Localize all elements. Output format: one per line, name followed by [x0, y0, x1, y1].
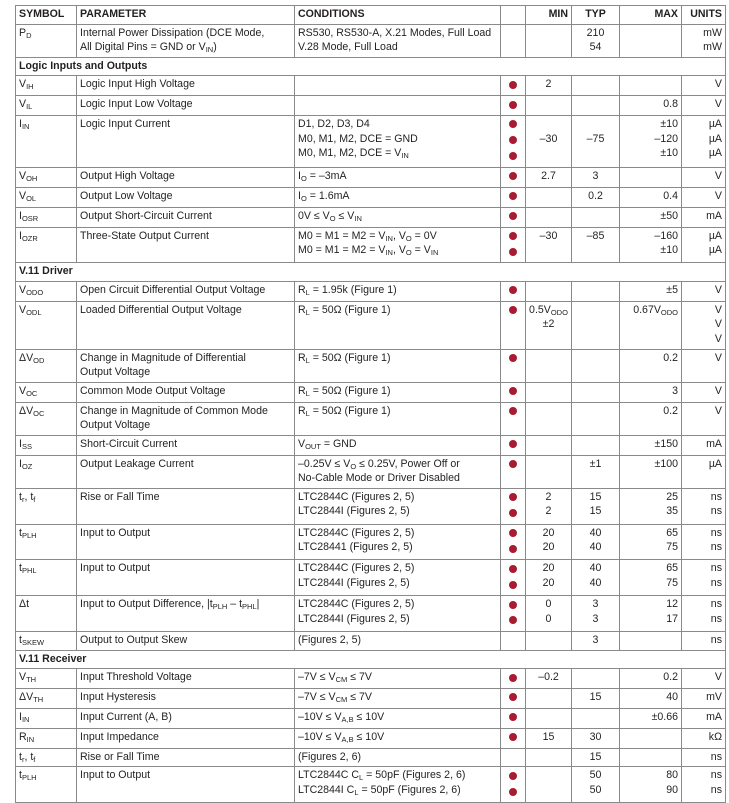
conditions-cell	[295, 76, 501, 96]
symbol-cell: $I_{OZ}$	[16, 455, 77, 488]
bullet-icon	[509, 713, 517, 721]
parameter-cell: Input to Output	[77, 524, 295, 560]
table-row-iin	[16, 116, 726, 168]
dot-cell	[501, 116, 526, 168]
typ-cell: 15 15	[572, 488, 620, 524]
max-cell: ±50	[620, 207, 682, 227]
parameter-cell: Logic Input Current	[77, 116, 295, 168]
dot-cell	[501, 488, 526, 524]
dot-cell	[501, 596, 526, 632]
symbol-cell: $t_{PLH}$	[16, 524, 77, 560]
max-cell: ±0.66	[620, 708, 682, 728]
typ-cell	[572, 382, 620, 402]
dot-cell	[501, 748, 526, 767]
units-cell: µA µA	[682, 227, 726, 263]
max-cell: ±150	[620, 435, 682, 455]
max-cell: 0.8	[620, 96, 682, 116]
max-cell: ±5	[620, 281, 682, 301]
dot-cell	[501, 76, 526, 96]
conditions-cell: LTC2844C $C_L = 50pF$ (Figures 2, 6) LTC2844I $C_L = 50pF$ (Figures 2, 6)	[295, 767, 501, 803]
typ-cell	[572, 669, 620, 689]
symbol-cell: $R_{IN}$	[16, 728, 77, 748]
max-cell: 65 75	[620, 524, 682, 560]
header-dot-column	[501, 6, 526, 25]
max-cell: ±100	[620, 455, 682, 488]
parameter-cell: Input Impedance	[77, 728, 295, 748]
units-cell: mA	[682, 207, 726, 227]
symbol-cell: $V_{IH}$	[16, 76, 77, 96]
dot-cell	[501, 524, 526, 560]
table-row-voc	[16, 382, 726, 402]
units-cell: ns ns	[682, 596, 726, 632]
typ-cell: 40 40	[572, 524, 620, 560]
table-row-dvod	[16, 349, 726, 382]
parameter-cell: Open Circuit Differential Output Voltage	[77, 281, 295, 301]
section-title: Logic Inputs and Outputs	[16, 57, 726, 76]
bullet-icon	[509, 693, 517, 701]
symbol-cell: $t_r$, $t_f$	[16, 488, 77, 524]
conditions-cell: (Figures 2, 5)	[295, 632, 501, 651]
units-cell: V	[682, 187, 726, 207]
conditions-cell: $-7V \le V_{CM} \le 7V$	[295, 669, 501, 689]
bullet-icon	[509, 493, 517, 501]
min-cell: 20 20	[526, 560, 572, 596]
min-cell: –0.2	[526, 669, 572, 689]
section-row-v11-receiver	[16, 650, 726, 669]
min-cell: –30	[526, 227, 572, 263]
parameter-cell: Input Current (A, B)	[77, 708, 295, 728]
electrical-characteristics-table	[15, 5, 726, 803]
table-row-rin	[16, 728, 726, 748]
symbol-cell: $t_{PLH}$	[16, 767, 77, 803]
min-cell	[526, 632, 572, 651]
typ-cell: 3	[572, 632, 620, 651]
symbol-cell: $P_D$	[16, 24, 77, 57]
min-cell	[526, 455, 572, 488]
dot-cell	[501, 728, 526, 748]
parameter-cell: Loaded Differential Output Voltage	[77, 301, 295, 349]
bullet-icon	[509, 407, 517, 415]
bullet-icon	[509, 286, 517, 294]
min-cell	[526, 382, 572, 402]
parameter-cell: Logic Input High Voltage	[77, 76, 295, 96]
parameter-cell: Output Leakage Current	[77, 455, 295, 488]
max-cell	[620, 24, 682, 57]
conditions-cell: LTC2844C (Figures 2, 5) LTC2844I (Figures 2, 5)	[295, 596, 501, 632]
symbol-cell: $t_{SKEW}$	[16, 632, 77, 651]
table-row-tphl-driver	[16, 560, 726, 596]
max-cell: 0.4	[620, 187, 682, 207]
conditions-cell: (Figures 2, 6)	[295, 748, 501, 767]
max-cell: 65 75	[620, 560, 682, 596]
parameter-cell: Change in Magnitude of Common Mode Output Voltage	[77, 402, 295, 435]
symbol-cell: $V_{TH}$	[16, 669, 77, 689]
table-row-tplh-driver	[16, 524, 726, 560]
bullet-icon	[509, 674, 517, 682]
table-row-vth	[16, 669, 726, 689]
bullet-icon	[509, 306, 517, 314]
typ-cell: 210 54	[572, 24, 620, 57]
units-cell: ns ns	[682, 524, 726, 560]
max-cell	[620, 728, 682, 748]
max-cell: ±10 –120 ±10	[620, 116, 682, 168]
bullet-icon	[509, 101, 517, 109]
bullet-icon	[509, 529, 517, 537]
conditions-cell: $-10V \le V_{A,B} \le 10V$	[295, 728, 501, 748]
min-cell: 0 0	[526, 596, 572, 632]
table-row-iosr	[16, 207, 726, 227]
table-row-trtf-driver	[16, 488, 726, 524]
parameter-cell: Input Hysteresis	[77, 689, 295, 709]
typ-cell	[572, 301, 620, 349]
conditions-cell	[295, 96, 501, 116]
units-cell: V	[682, 402, 726, 435]
parameter-cell: Internal Power Dissipation (DCE Mode, All Digital Pins = GND or $V_{IN}$)	[77, 24, 295, 57]
bullet-icon	[509, 772, 517, 780]
bullet-icon	[509, 354, 517, 362]
parameter-cell: Rise or Fall Time	[77, 488, 295, 524]
symbol-cell: $V_{OC}$	[16, 382, 77, 402]
units-cell: V	[682, 281, 726, 301]
max-cell: 0.2	[620, 349, 682, 382]
max-cell: 3	[620, 382, 682, 402]
max-cell: –160 ±10	[620, 227, 682, 263]
conditions-cell: $R_L = 1.95k$ (Figure 1)	[295, 281, 501, 301]
max-cell: 25 35	[620, 488, 682, 524]
section-row-v11-driver	[16, 263, 726, 282]
dot-cell	[501, 301, 526, 349]
min-cell	[526, 767, 572, 803]
table-row-vil	[16, 96, 726, 116]
dot-cell	[501, 24, 526, 57]
bullet-icon	[509, 601, 517, 609]
symbol-cell: $I_{OSR}$	[16, 207, 77, 227]
table-row-dvoc	[16, 402, 726, 435]
bullet-icon	[509, 387, 517, 395]
units-cell: V	[682, 167, 726, 187]
header-symbol: SYMBOL	[16, 6, 77, 25]
dot-cell	[501, 402, 526, 435]
min-cell: 15	[526, 728, 572, 748]
conditions-cell: $-0.25V \le V_O \le 0.25V$, Power Off or No-Cable Mode or Driver Disabled	[295, 455, 501, 488]
units-cell: ns ns	[682, 560, 726, 596]
dot-cell	[501, 96, 526, 116]
dot-cell	[501, 382, 526, 402]
parameter-cell: Input to Output Difference, $|t_{PLH} - t_{PHL}|$	[77, 596, 295, 632]
dot-cell	[501, 167, 526, 187]
units-cell: mV	[682, 689, 726, 709]
bullet-icon	[509, 616, 517, 624]
min-cell	[526, 24, 572, 57]
bullet-icon	[509, 81, 517, 89]
symbol-cell: $V_{OL}$	[16, 187, 77, 207]
table-row-tplh-receiver	[16, 767, 726, 803]
max-cell	[620, 76, 682, 96]
min-cell: $0.5V_{ODO}$ ±2	[526, 301, 572, 349]
parameter-cell: Output High Voltage	[77, 167, 295, 187]
parameter-cell: Output Short-Circuit Current	[77, 207, 295, 227]
dot-cell	[501, 689, 526, 709]
bullet-icon	[509, 509, 517, 517]
typ-cell: ±1	[572, 455, 620, 488]
max-cell: 0.2	[620, 669, 682, 689]
typ-cell: 0.2	[572, 187, 620, 207]
conditions-cell: $-10V \le V_{A,B} \le 10V$	[295, 708, 501, 728]
min-cell: –30	[526, 116, 572, 168]
typ-cell: 3	[572, 167, 620, 187]
bullet-icon	[509, 733, 517, 741]
bullet-icon	[509, 212, 517, 220]
units-cell: mA	[682, 708, 726, 728]
units-cell: ns	[682, 748, 726, 767]
bullet-icon	[509, 136, 517, 144]
conditions-cell: D1, D2, D3, D4 M0, M1, M2, DCE = GND M0, M1, M2, DCE = $V_{IN}$	[295, 116, 501, 168]
dot-cell	[501, 669, 526, 689]
parameter-cell: Rise or Fall Time	[77, 748, 295, 767]
symbol-cell: $V_{ODO}$	[16, 281, 77, 301]
dot-cell	[501, 435, 526, 455]
typ-cell: 3 3	[572, 596, 620, 632]
units-cell: kΩ	[682, 728, 726, 748]
parameter-cell: Logic Input Low Voltage	[77, 96, 295, 116]
min-cell	[526, 281, 572, 301]
typ-cell	[572, 435, 620, 455]
typ-cell: 40 40	[572, 560, 620, 596]
table-row-iin-receiver	[16, 708, 726, 728]
parameter-cell: Output Low Voltage	[77, 187, 295, 207]
table-row-tskew	[16, 632, 726, 651]
min-cell: 20 20	[526, 524, 572, 560]
conditions-cell: $R_L = 50\Omega$ (Figure 1)	[295, 402, 501, 435]
header-units: UNITS	[682, 6, 726, 25]
bullet-icon	[509, 545, 517, 553]
conditions-cell: $-7V \le V_{CM} \le 7V$	[295, 689, 501, 709]
bullet-icon	[509, 788, 517, 796]
typ-cell	[572, 207, 620, 227]
symbol-cell: $\Delta V_{OD}$	[16, 349, 77, 382]
table-row-trtf-receiver	[16, 748, 726, 767]
table-row-vih	[16, 76, 726, 96]
table-row-ioz	[16, 455, 726, 488]
conditions-cell: LTC2844C (Figures 2, 5) LTC28441 (Figures 2, 5)	[295, 524, 501, 560]
symbol-cell: $I_{SS}$	[16, 435, 77, 455]
min-cell	[526, 96, 572, 116]
dot-cell	[501, 455, 526, 488]
units-cell: ns ns	[682, 488, 726, 524]
bullet-icon	[509, 565, 517, 573]
header-min: MIN	[526, 6, 572, 25]
min-cell	[526, 349, 572, 382]
table-row-vodl	[16, 301, 726, 349]
dot-cell	[501, 187, 526, 207]
min-cell: 2	[526, 76, 572, 96]
max-cell: 40	[620, 689, 682, 709]
bullet-icon	[509, 581, 517, 589]
bullet-icon	[509, 232, 517, 240]
typ-cell: 50 50	[572, 767, 620, 803]
units-cell: V	[682, 669, 726, 689]
max-cell	[620, 167, 682, 187]
symbol-cell: $\Delta V_{TH}$	[16, 689, 77, 709]
header-typ: TYP	[572, 6, 620, 25]
max-cell: 12 17	[620, 596, 682, 632]
symbol-cell: $I_{IN}$	[16, 116, 77, 168]
min-cell	[526, 402, 572, 435]
symbol-cell: $\Delta V_{OC}$	[16, 402, 77, 435]
min-cell	[526, 748, 572, 767]
conditions-cell: $I_O = -3mA$	[295, 167, 501, 187]
parameter-cell: Input Threshold Voltage	[77, 669, 295, 689]
units-cell: V	[682, 382, 726, 402]
typ-cell: –75	[572, 116, 620, 168]
symbol-cell: $I_{OZR}$	[16, 227, 77, 263]
table-row-iss	[16, 435, 726, 455]
conditions-cell: $V_{OUT}$ = GND	[295, 435, 501, 455]
typ-cell: 15	[572, 689, 620, 709]
max-cell: $0.67V_{ODO}$	[620, 301, 682, 349]
max-cell	[620, 748, 682, 767]
typ-cell: 30	[572, 728, 620, 748]
units-cell: V	[682, 349, 726, 382]
conditions-cell: LTC2844C (Figures 2, 5) LTC2844I (Figures 2, 5)	[295, 488, 501, 524]
min-cell	[526, 187, 572, 207]
section-title: V.11 Driver	[16, 263, 726, 282]
bullet-icon	[509, 192, 517, 200]
min-cell	[526, 708, 572, 728]
header-max: MAX	[620, 6, 682, 25]
conditions-cell: LTC2844C (Figures 2, 5) LTC2844I (Figures 2, 5)	[295, 560, 501, 596]
parameter-cell: Three-State Output Current	[77, 227, 295, 263]
parameter-cell: Change in Magnitude of Differential Output Voltage	[77, 349, 295, 382]
section-title: V.11 Receiver	[16, 650, 726, 669]
dot-cell	[501, 767, 526, 803]
typ-cell	[572, 76, 620, 96]
parameter-cell: Short-Circuit Current	[77, 435, 295, 455]
min-cell	[526, 689, 572, 709]
typ-cell	[572, 708, 620, 728]
symbol-cell: $V_{OH}$	[16, 167, 77, 187]
parameter-cell: Input to Output	[77, 767, 295, 803]
parameter-cell: Output to Output Skew	[77, 632, 295, 651]
typ-cell	[572, 402, 620, 435]
min-cell: 2.7	[526, 167, 572, 187]
bullet-icon	[509, 248, 517, 256]
units-cell: mA	[682, 435, 726, 455]
table-row-vodo	[16, 281, 726, 301]
max-cell: 80 90	[620, 767, 682, 803]
symbol-cell: $t_{PHL}$	[16, 560, 77, 596]
units-cell: V	[682, 76, 726, 96]
min-cell	[526, 207, 572, 227]
bullet-icon	[509, 460, 517, 468]
bullet-icon	[509, 172, 517, 180]
symbol-cell: $t_r$, $t_f$	[16, 748, 77, 767]
header-conditions: CONDITIONS	[295, 6, 501, 25]
dot-cell	[501, 560, 526, 596]
parameter-cell: Common Mode Output Voltage	[77, 382, 295, 402]
typ-cell	[572, 281, 620, 301]
conditions-cell: $0V \le V_O \le V_{IN}$	[295, 207, 501, 227]
dot-cell	[501, 708, 526, 728]
conditions-cell: $I_O = 1.6mA$	[295, 187, 501, 207]
conditions-cell: $R_L = 50\Omega$ (Figure 1)	[295, 301, 501, 349]
typ-cell: 15	[572, 748, 620, 767]
conditions-cell: $R_L = 50\Omega$ (Figure 1)	[295, 349, 501, 382]
max-cell: 0.2	[620, 402, 682, 435]
table-row-iozr	[16, 227, 726, 263]
conditions-cell: $R_L = 50\Omega$ (Figure 1)	[295, 382, 501, 402]
bullet-icon	[509, 120, 517, 128]
typ-cell	[572, 96, 620, 116]
dot-cell	[501, 349, 526, 382]
dot-cell	[501, 281, 526, 301]
table-row-vol	[16, 187, 726, 207]
dot-cell	[501, 632, 526, 651]
units-cell: mW mW	[682, 24, 726, 57]
dot-cell	[501, 227, 526, 263]
header-row	[16, 6, 726, 25]
units-cell: ns	[682, 632, 726, 651]
table-row-voh	[16, 167, 726, 187]
units-cell: ns ns	[682, 767, 726, 803]
section-row-logic	[16, 57, 726, 76]
conditions-cell: $M0 = M1 = M2 = V_{IN}$, $V_O = 0V$ $M0 = M1 = M2 = V_{IN}$, $V_O = V_{IN}$	[295, 227, 501, 263]
dot-cell	[501, 207, 526, 227]
min-cell: 2 2	[526, 488, 572, 524]
typ-cell	[572, 349, 620, 382]
units-cell: µA	[682, 455, 726, 488]
header-parameter: PARAMETER	[77, 6, 295, 25]
symbol-cell: $V_{IL}$	[16, 96, 77, 116]
table-row-dvth	[16, 689, 726, 709]
max-cell	[620, 632, 682, 651]
symbol-cell: Δt	[16, 596, 77, 632]
units-cell: V V V	[682, 301, 726, 349]
conditions-cell: RS530, RS530-A, X.21 Modes, Full Load V.28 Mode, Full Load	[295, 24, 501, 57]
symbol-cell: $I_{IN}$	[16, 708, 77, 728]
units-cell: V	[682, 96, 726, 116]
table-row-pd	[16, 24, 726, 57]
typ-cell: –85	[572, 227, 620, 263]
parameter-cell: Input to Output	[77, 560, 295, 596]
bullet-icon	[509, 152, 517, 160]
min-cell	[526, 435, 572, 455]
table-row-delta-t	[16, 596, 726, 632]
symbol-cell: $V_{ODL}$	[16, 301, 77, 349]
units-cell: µA µA µA	[682, 116, 726, 168]
bullet-icon	[509, 440, 517, 448]
